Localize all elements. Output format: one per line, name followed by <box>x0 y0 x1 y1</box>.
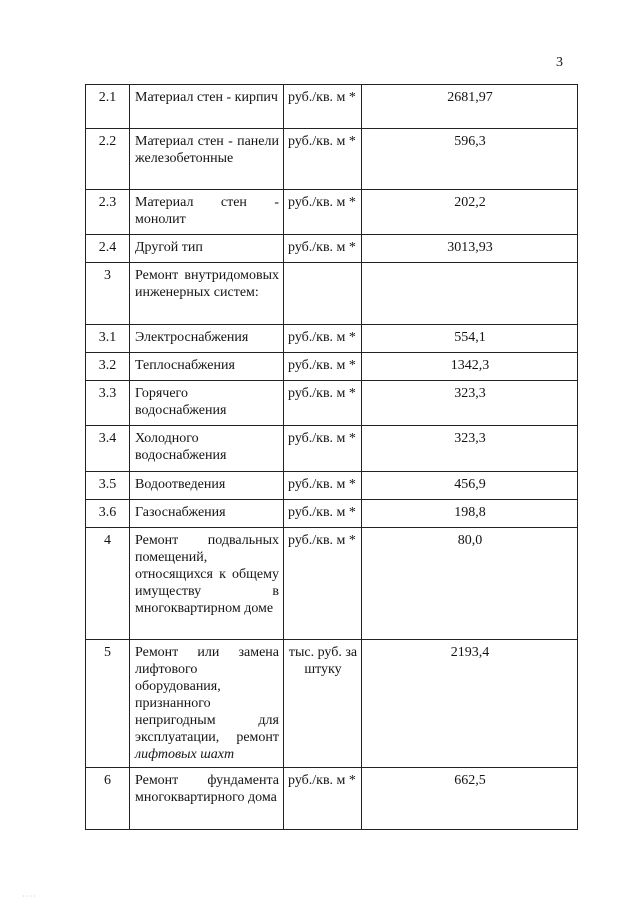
row-name: Ремонт подвальных помещений, относящихся к общему имуществу в многоквартирном доме <box>130 528 284 640</box>
row-value: 456,9 <box>362 472 578 500</box>
row-unit: тыс. руб. за штуку <box>284 640 362 768</box>
row-unit: руб./кв. м * <box>284 129 362 190</box>
row-name: Водоотведения <box>130 472 284 500</box>
row-value: 323,3 <box>362 381 578 426</box>
row-value: 202,2 <box>362 190 578 235</box>
row-unit: руб./кв. м * <box>284 500 362 528</box>
row-name-main: Ремонт или замена лифтового оборудования, признанного непригодным для эксплуатации, ремонт <box>135 645 279 745</box>
table-row <box>86 500 578 528</box>
row-name: Электроснабжения <box>130 325 284 353</box>
table-row <box>86 190 578 235</box>
row-name: Материал стен - монолит <box>130 190 284 235</box>
row-number: 3.4 <box>86 426 130 472</box>
cost-table <box>85 84 578 830</box>
row-number: 3 <box>86 263 130 325</box>
table-row <box>86 381 578 426</box>
row-name: Холодного водоснабжения <box>130 426 284 472</box>
row-value <box>362 263 578 325</box>
table-row <box>86 129 578 190</box>
row-unit: руб./кв. м * <box>284 353 362 381</box>
row-unit: руб./кв. м * <box>284 235 362 263</box>
row-unit: руб./кв. м * <box>284 381 362 426</box>
row-value: 554,1 <box>362 325 578 353</box>
row-value: 198,8 <box>362 500 578 528</box>
table-row <box>86 235 578 263</box>
table-row <box>86 85 578 129</box>
row-name <box>130 640 284 768</box>
row-unit <box>284 263 362 325</box>
scan-mark: ···· <box>22 892 37 901</box>
row-unit: руб./кв. м * <box>284 472 362 500</box>
row-number: 3.2 <box>86 353 130 381</box>
row-name: Горячего водоснабжения <box>130 381 284 426</box>
row-unit: руб./кв. м * <box>284 426 362 472</box>
row-name: Газоснабжения <box>130 500 284 528</box>
row-number: 2.4 <box>86 235 130 263</box>
row-name: Материал стен - панели железобетонные <box>130 129 284 190</box>
row-number: 6 <box>86 768 130 830</box>
row-value: 596,3 <box>362 129 578 190</box>
table-row <box>86 640 578 768</box>
row-number: 3.1 <box>86 325 130 353</box>
page-number: 3 <box>556 55 563 70</box>
row-unit: руб./кв. м * <box>284 528 362 640</box>
row-number: 2.2 <box>86 129 130 190</box>
row-number: 5 <box>86 640 130 768</box>
table-row <box>86 768 578 830</box>
row-value: 323,3 <box>362 426 578 472</box>
row-number: 2.1 <box>86 85 130 129</box>
table-row <box>86 528 578 640</box>
row-value: 3013,93 <box>362 235 578 263</box>
row-value: 80,0 <box>362 528 578 640</box>
row-value: 2681,97 <box>362 85 578 129</box>
table-row <box>86 472 578 500</box>
row-unit: руб./кв. м * <box>284 325 362 353</box>
row-unit: руб./кв. м * <box>284 190 362 235</box>
row-name: Теплоснабжения <box>130 353 284 381</box>
row-value: 1342,3 <box>362 353 578 381</box>
row-name-italic: лифтовых шахт <box>135 747 235 762</box>
table-row <box>86 426 578 472</box>
table-row <box>86 353 578 381</box>
row-name: Ремонт внутридомовых инженерных систем: <box>130 263 284 325</box>
row-number: 4 <box>86 528 130 640</box>
row-unit: руб./кв. м * <box>284 768 362 830</box>
row-unit: руб./кв. м * <box>284 85 362 129</box>
table-row <box>86 325 578 353</box>
row-number: 3.3 <box>86 381 130 426</box>
row-value: 662,5 <box>362 768 578 830</box>
row-number: 3.6 <box>86 500 130 528</box>
table-row <box>86 263 578 325</box>
row-value: 2193,4 <box>362 640 578 768</box>
row-name: Ремонт фундамента многоквартирного дома <box>130 768 284 830</box>
row-name: Другой тип <box>130 235 284 263</box>
row-number: 3.5 <box>86 472 130 500</box>
row-number: 2.3 <box>86 190 130 235</box>
row-name: Материал стен - кирпич <box>130 85 284 129</box>
